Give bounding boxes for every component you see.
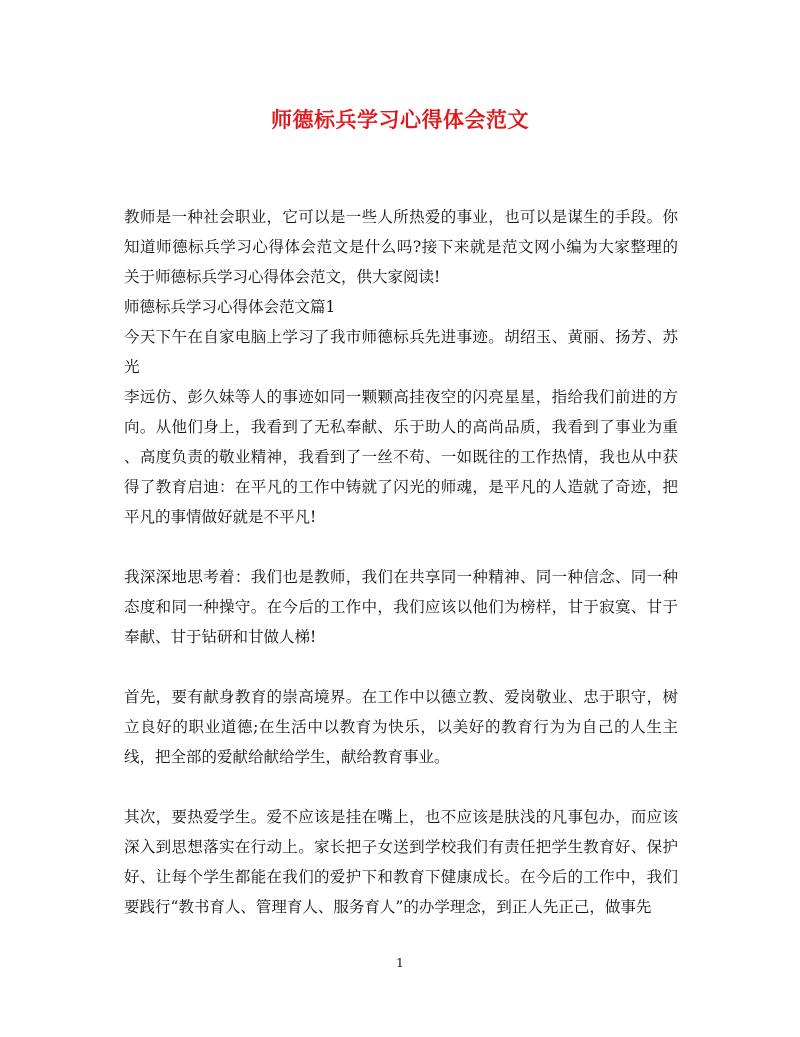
paragraph-gap: [124, 652, 678, 682]
text-line: 、高度负责的敬业精神，我看到了一丝不苟、一如既往的工作热情，我也从中获: [124, 448, 678, 466]
text-line: 得了教育启迪：在平凡的工作中铸就了闪光的师魂，是平凡的人造就了奇迹，把: [124, 478, 678, 496]
paragraph: [124, 562, 678, 652]
text-line: 今天下午在自家电脑上学习了我市师德标兵先进事迹。胡绍玉、黄丽、扬芳、苏: [124, 328, 678, 346]
text-line: 平凡的事情做好就是不平凡!: [124, 508, 317, 526]
document-body: [124, 202, 678, 922]
text-line: 李远仿、彭久妹等人的事迹如同一颗颗高挂夜空的闪亮星星，指给我们前进的方: [124, 388, 678, 406]
paragraph: [124, 382, 678, 532]
paragraph-gap: [124, 772, 678, 802]
text-line: 我深深地思考着：我们也是教师，我们在共享同一种精神、同一种信念、同一种: [124, 568, 678, 586]
text-line: 关于师德标兵学习心得体会范文，供大家阅读!: [124, 268, 441, 286]
document-title: 师德标兵学习心得体会范文: [271, 107, 529, 132]
paragraph: [124, 292, 678, 322]
text-line: 光: [124, 358, 140, 376]
text-line: 首先，要有献身教育的崇高境界。在工作中以德立教、爱岗敬业、忠于职守，树: [124, 688, 678, 706]
text-line: 态度和同一种操守。在今后的工作中，我们应该以他们为榜样，甘于寂寞、甘于: [124, 598, 678, 616]
text-line: 教师是一种社会职业，它可以是一些人所热爱的事业，也可以是谋生的手段。你: [124, 208, 678, 226]
text-line: 奉献、甘于钻研和甘做人梯!: [124, 628, 317, 646]
text-line: 立良好的职业道德;在生活中以教育为快乐，以美好的教育行为为自己的人生主: [124, 718, 678, 736]
text-line: 深入到思想落实在行动上。家长把子女送到学校我们有责任把学生教育好、保护: [124, 838, 678, 856]
text-line: 要践行“教书育人、管理育人、服务育人”的办学理念，到正人先正己，做事先: [124, 898, 652, 916]
text-line: 知道师德标兵学习心得体会范文是什么吗?接下来就是范文网小编为大家整理的: [124, 238, 678, 256]
paragraph: [124, 682, 678, 772]
paragraph: [124, 202, 678, 292]
text-line: 其次，要热爱学生。爱不应该是挂在嘴上，也不应该是肤浅的凡事包办，而应该: [124, 808, 678, 826]
paragraph-gap: [124, 532, 678, 562]
page-number: 1: [396, 956, 404, 970]
paragraph: [124, 322, 678, 382]
text-line: 线，把全部的爱献给献给学生，献给教育事业。: [124, 748, 450, 766]
paragraph: [124, 802, 678, 922]
text-line: 向。从他们身上，我看到了无私奉献、乐于助人的高尚品质，我看到了事业为重: [124, 418, 678, 436]
text-line: 师德标兵学习心得体会范文篇1: [124, 298, 336, 316]
text-line: 好、让每个学生都能在我们的爱护下和教育下健康成长。在今后的工作中，我们: [124, 868, 678, 886]
